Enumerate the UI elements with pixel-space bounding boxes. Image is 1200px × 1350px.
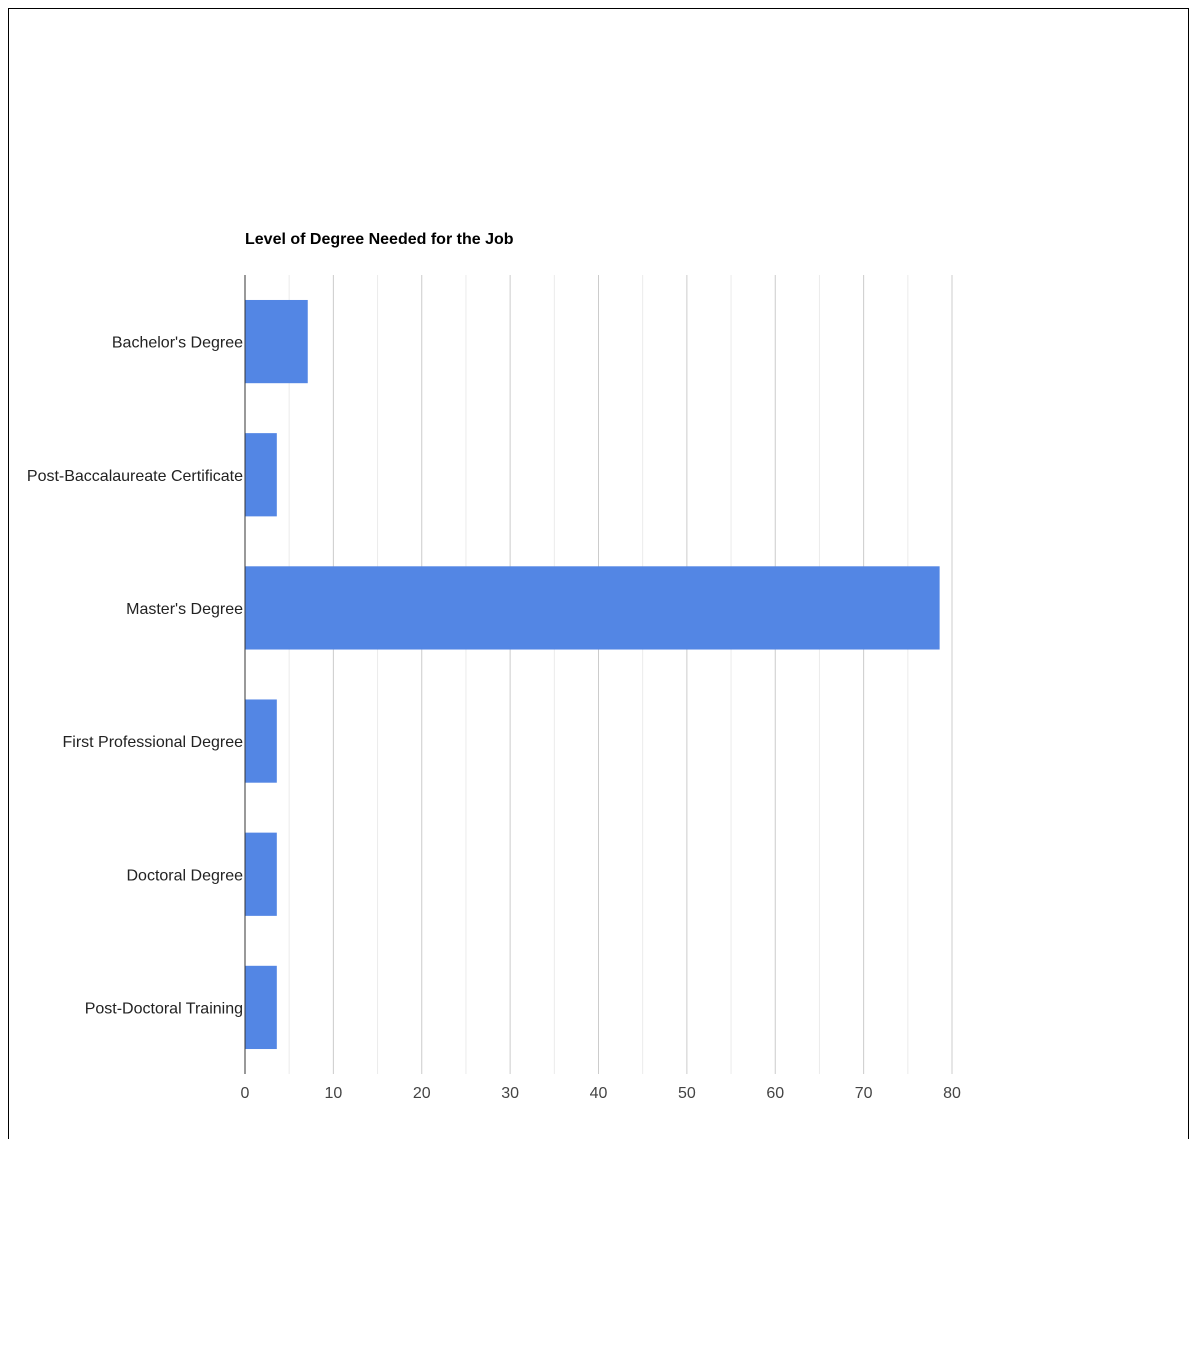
- gridlines: [289, 275, 952, 1074]
- x-tick-labels: [241, 1085, 961, 1102]
- category-label: First Professional Degree: [62, 734, 243, 752]
- category-label: Post-Doctoral Training: [84, 1000, 243, 1018]
- bar: [245, 966, 277, 1049]
- bar: [245, 433, 277, 516]
- x-tick-label: 40: [589, 1085, 608, 1102]
- x-tick-label: 60: [766, 1085, 785, 1102]
- bar: [245, 566, 940, 649]
- category-label: Doctoral Degree: [126, 867, 243, 885]
- x-tick-label: 80: [943, 1085, 961, 1102]
- category-label: Post-Baccalaureate Certificate: [26, 467, 243, 485]
- chart-title: Level of Degree Needed for the Job: [245, 231, 514, 248]
- x-tick-label: 20: [412, 1085, 431, 1102]
- x-tick-label: 0: [240, 1085, 250, 1102]
- bar: [245, 699, 277, 782]
- x-tick-label: 50: [677, 1085, 696, 1102]
- x-tick-label: 70: [854, 1085, 873, 1102]
- bar: [245, 833, 277, 916]
- category-label: Master's Degree: [126, 600, 243, 618]
- bars: [245, 300, 940, 1049]
- category-labels: [27, 335, 243, 1018]
- x-tick-label: 10: [324, 1085, 343, 1102]
- bar: [245, 300, 308, 383]
- x-tick-label: 30: [501, 1085, 520, 1102]
- category-label: Bachelor's Degree: [111, 334, 243, 352]
